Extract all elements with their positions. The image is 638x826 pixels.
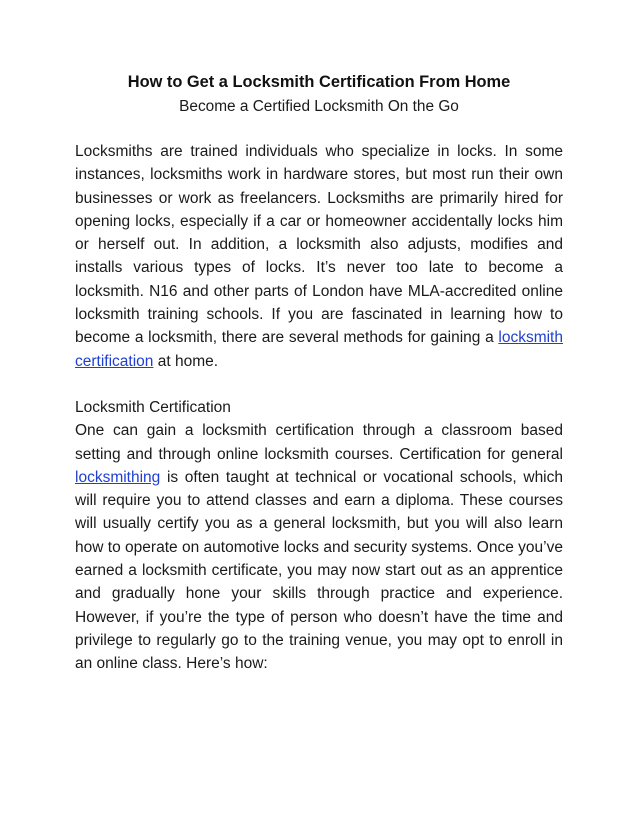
intro-paragraph (75, 140, 563, 373)
locksmith-certification-link[interactable]: locksmith certification (75, 329, 563, 370)
certification-paragraph-end: is often taught at technical or vocational schools, which will require you to attend classes and earn a diploma. These courses will usually certify you as a general locksmith, but you will also learn how to operate on automotive locks and security systems. Once you’ve earned a locksmith certificate, you may now start out as an apprentice and gradually hone your skills through practice and experience. However, if you’re the type of person who doesn’t have the time and privilege to regularly go to the training venue, you may opt to enroll in an online class. Here’s how: (75, 468, 563, 673)
locksmithing-link[interactable]: locksmithing (75, 468, 161, 486)
certification-paragraph-start: One can gain a locksmith certification through a classroom based setting and through online locksmith courses. Certification for general (75, 422, 563, 463)
intro-paragraph-end: at home. (157, 352, 219, 370)
intro-paragraph-text: Locksmiths are trained individuals who specialize in locks. In some instances, locksmiths work in hardware stores, but most run their own businesses or work as freelancers. Locksmiths are primarily hired for opening locks, especially if a car or homeowner accidentally locks him or herself out. In addition, a locksmith also adjusts, modifies and installs various types of locks. It’s never too late to become a locksmith. N16 and other parts of London have MLA-accredited online locksmith training schools. If you are fascinated in learning how to become a locksmith, there are several methods for gaining a (75, 143, 563, 347)
section-heading: Locksmith Certification (75, 398, 231, 416)
document-title: How to Get a Locksmith Certification From Home (127, 73, 511, 91)
document-subtitle: Become a Certified Locksmith On the Go (179, 98, 459, 115)
certification-paragraph (75, 419, 563, 675)
